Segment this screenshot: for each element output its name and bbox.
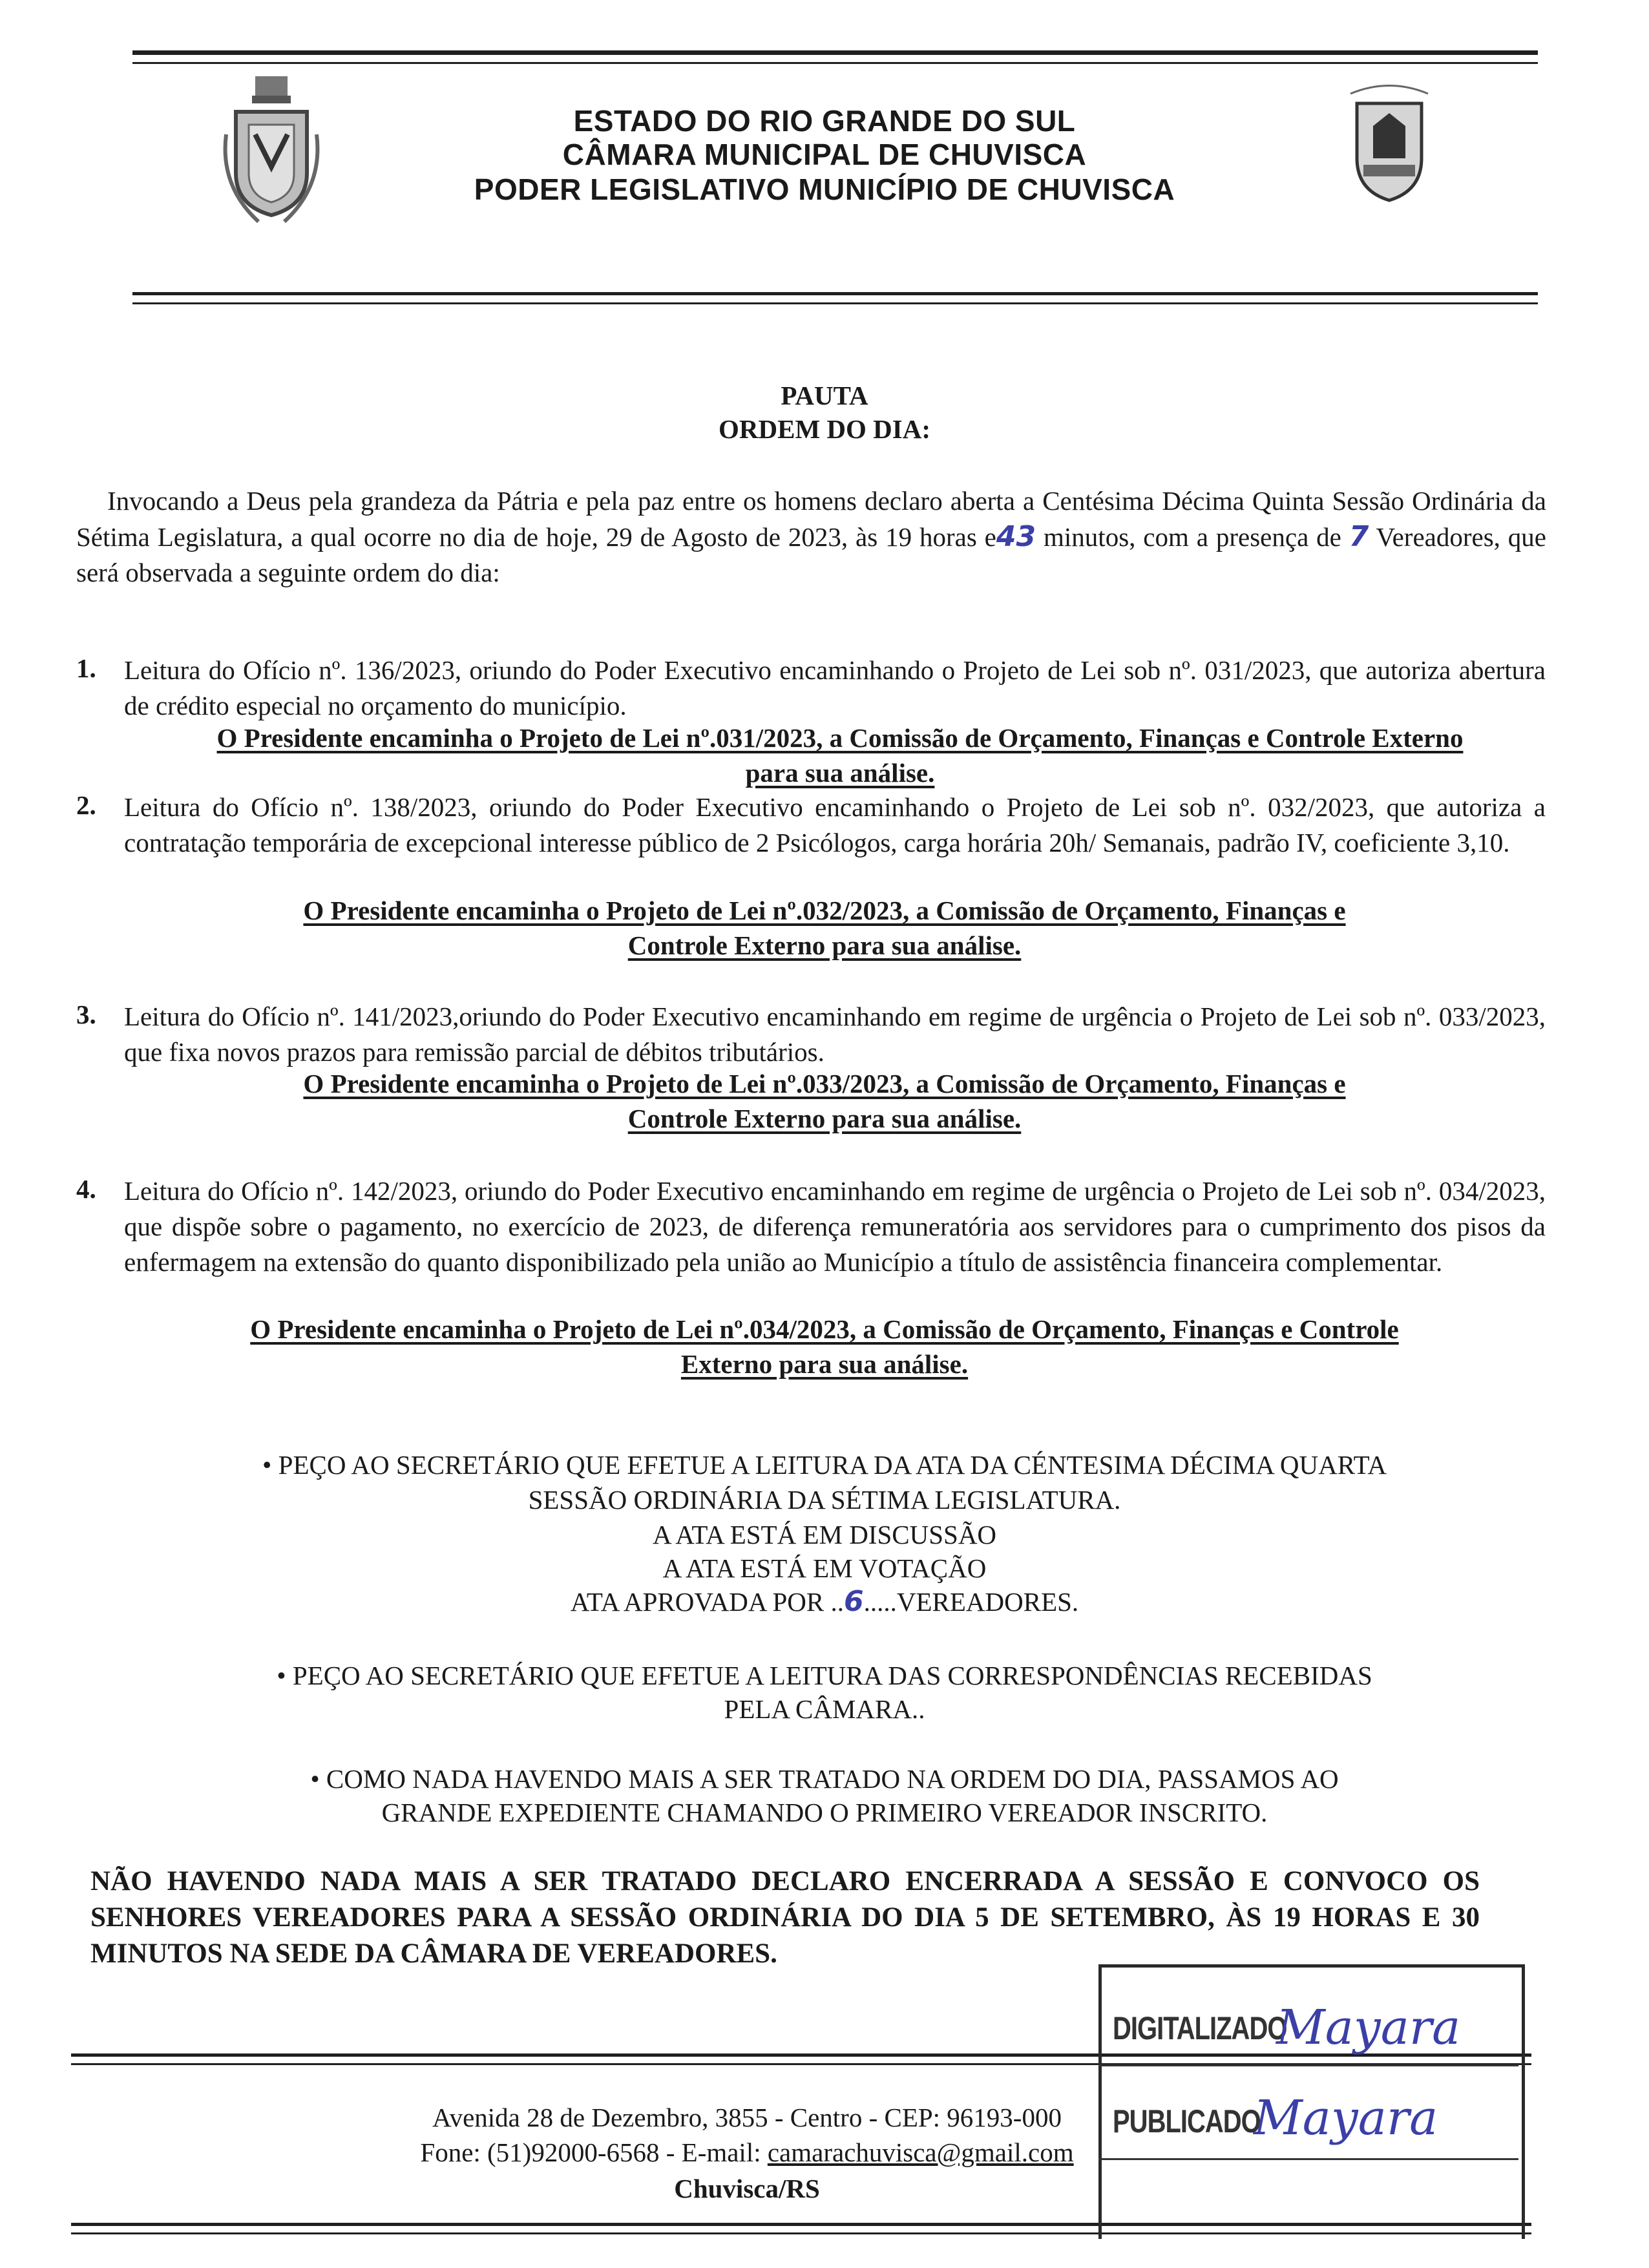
intro-text-2: minutos, com a presença de [1036,522,1349,552]
footer-email-link[interactable]: camarachuvisca@gmail.com [767,2137,1074,2167]
item-3-number: 3. [76,1000,96,1029]
ata-approved-suffix: .....VEREADORES. [863,1587,1079,1617]
item-4-decision-line1: O Presidente encaminha o Projeto de Lei nº.034/2023, a Comissão de Orçamento, Finanças e Controle [250,1314,1399,1344]
item-4-decision-line2: Externo para sua análise. [680,1349,969,1379]
header-rule-top [132,50,1538,55]
ata-line-3: A ATA ESTÁ EM DISCUSSÃO [652,1520,997,1549]
item-2-decision-line2: Controle Externo para sua análise. [627,930,1022,960]
doc-title-pauta: PAUTA [781,381,868,410]
closing-statement: NÃO HAVENDO NADA MAIS A SER TRATADO DECLARO ENCERRADA A SESSÃO E CONVOCO OS SENHORES VEREADORES PARA A SESSÃO ORDINÁRIA DO DIA 5 DE SETEMBRO, ÀS 19 HORAS E 30 MINUTOS NA SEDE DA CÂMARA DE VEREADORES. [90,1866,1480,1969]
ata-approved-label: ATA APROVADA POR .. [570,1587,844,1617]
item-4-text: Leitura do Ofício nº. 142/2023, oriundo do Poder Executivo encaminhando em regime de urgência o Projeto de Lei sob nº. 034/2023, que dispõe sobre o pagamento, no exercício de 2023, de diferença remuneratória aos servidores para o cumprimento dos pisos da enfermagem na extensão do quanto disponibilizado pela união ao Município a título de assistência financeira complementar. [124,1176,1546,1277]
ata-line-1: • PEÇO AO SECRETÁRIO QUE EFETUE A LEITURA DA ATA DA CÉNTESIMA DÉCIMA QUARTA [262,1450,1387,1480]
header-camara: CÂMARA MUNICIPAL DE CHUVISCA [562,138,1087,171]
nada-line-1: • COMO NADA HAVENDO MAIS A SER TRATADO NA ORDEM DO DIA, PASSAMOS AO [310,1764,1339,1794]
item-3-decision-line1: O Presidente encaminha o Projeto de Lei nº.033/2023, a Comissão de Orçamento, Finanças e [303,1069,1346,1098]
footer-address: Avenida 28 de Dezembro, 3855 - Centro - CEP: 96193-000 [432,2103,1062,2132]
intro-text-1: Invocando a Deus pela grandeza da Pátria e pela paz entre os homens declaro aberta a Centésima Décima Quinta Sessão Ordinária da Sétima Legislatura, a qual ocorre no dia de hoje, 29 de Agosto de 2023, às 19 horas e [76,486,1546,552]
footer-phone: Fone: (51)92000-6568 - E-mail: [420,2137,768,2167]
item-2-number: 2. [76,790,96,820]
vereadores-count-handwritten: 7 [1349,520,1369,553]
ata-line-2: SESSÃO ORDINÁRIA DA SÉTIMA LEGISLATURA. [528,1485,1121,1515]
item-2-text: Leitura do Ofício nº. 138/2023, oriundo do Poder Executivo encaminhando o Projeto de Lei sob nº. 032/2023, que autoriza a contratação temporária de excepcional interesse público de 2 Psicólogos, carga horária 20h/ Semanais, padrão IV, coeficiente 3,10. [124,792,1546,857]
header-state: ESTADO DO RIO GRANDE DO SUL [573,104,1076,138]
corr-line-2: PELA CÂMARA.. [724,1694,925,1724]
header-rule-bottom-thin [132,302,1538,304]
item-1-number: 1. [76,653,96,683]
doc-title-ordem: ORDEM DO DIA: [719,414,930,444]
item-4-number: 4. [76,1174,96,1204]
item-3-decision-line2: Controle Externo para sua análise. [627,1104,1022,1133]
item-1-decision-line1: O Presidente encaminha o Projeto de Lei nº.031/2023, a Comissão de Orçamento, Finanças e Controle Externo [216,723,1464,753]
item-3-text: Leitura do Ofício nº. 141/2023,oriundo do Poder Executivo encaminhando em regime de urgência o Projeto de Lei sob nº. 033/2023, que fixa novos prazos para remissão parcial de débitos tributários. [124,1002,1546,1067]
item-2-decision-line1: O Presidente encaminha o Projeto de Lei nº.032/2023, a Comissão de Orçamento, Finanças e [303,896,1346,925]
stamp-digitalizado-label: DIGITALIZADO [1113,2011,1287,2047]
footer-city: Chuvisca/RS [674,2174,820,2203]
corr-line-1: • PEÇO AO SECRETÁRIO QUE EFETUE A LEITURA DAS CORRESPONDÊNCIAS RECEBIDAS [277,1661,1372,1690]
header-rule-bottom [132,292,1538,295]
ata-votes-handwritten: 6 [843,1585,864,1618]
item-1-decision-line2: para sua análise. [745,758,935,788]
header-rule-top-thin [132,62,1538,64]
stamp-line-2 [1098,2158,1518,2160]
item-1-text: Leitura do Ofício nº. 136/2023, oriundo do Poder Executivo encaminhando o Projeto de Lei sob nº. 031/2023, que autoriza abertura de crédito especial no orçamento do município. [124,655,1546,720]
intro-text-3: Vereadores, que será observada a seguinte ordem do dia: [76,522,1547,587]
signature-mayara-1: Mayara [1276,2000,1461,2055]
minutes-handwritten: 43 [996,520,1036,553]
signature-mayara-2: Mayara [1254,2090,1438,2146]
intro-paragraph [76,483,1546,591]
ata-line-5 [0,1584,1649,1619]
ata-line-4: A ATA ESTÁ EM VOTAÇÃO [662,1553,987,1583]
stamp-publicado-label: PUBLICADO [1113,2104,1261,2140]
header-poder: PODER LEGISLATIVO MUNICÍPIO DE CHUVISCA [474,173,1175,206]
nada-line-2: GRANDE EXPEDIENTE CHAMANDO O PRIMEIRO VEREADOR INSCRITO. [381,1798,1268,1827]
stamp-line-1 [1098,2064,1518,2066]
